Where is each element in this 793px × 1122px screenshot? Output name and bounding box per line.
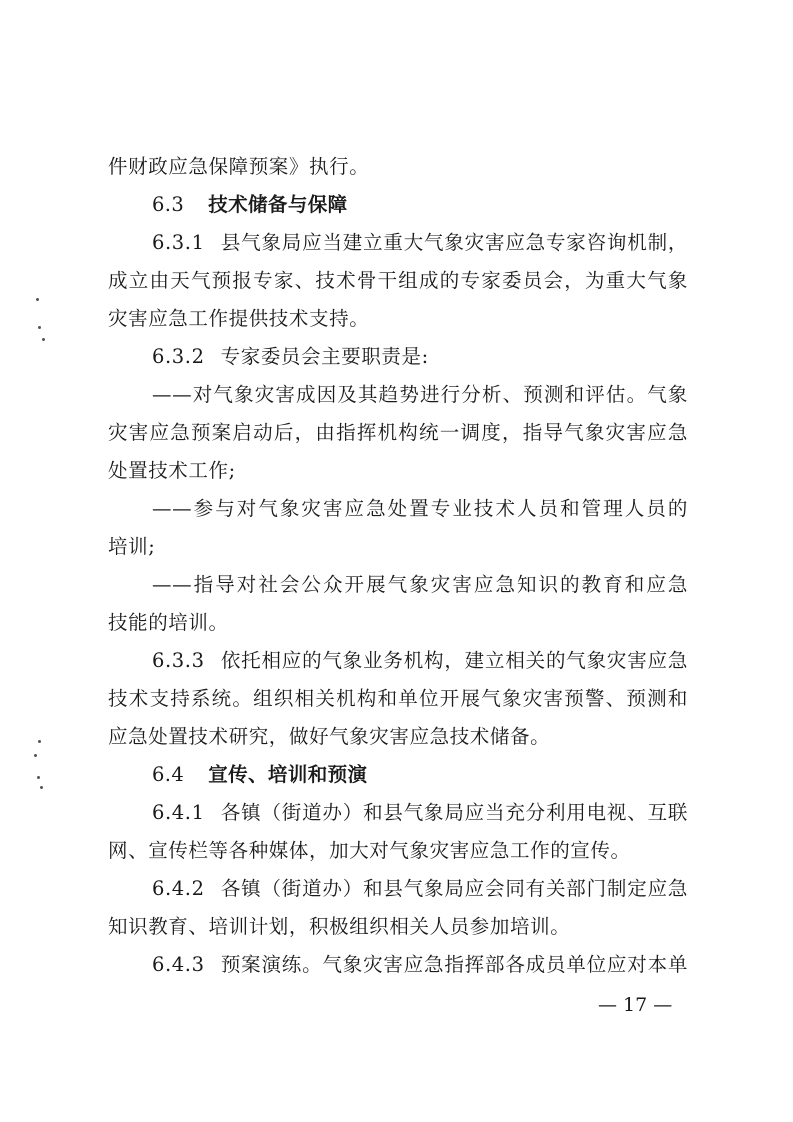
section-title: 宣传、培训和预演 — [208, 763, 368, 786]
text-line — [108, 528, 688, 566]
text-line — [108, 262, 688, 300]
line-text: 县气象局应当建立重大气象灾害应急专家咨询机制， — [220, 231, 688, 254]
section-heading-6-3 — [152, 186, 688, 224]
text-line — [108, 604, 688, 642]
line-text: 技术支持系统。组织相关机构和单位开展气象灾害预警、预测和 — [108, 687, 688, 710]
line-text: 处置技术工作; — [108, 459, 236, 482]
text-line — [152, 376, 688, 414]
text-line — [108, 832, 688, 870]
scan-speck — [37, 776, 40, 779]
page-number: — 17 — — [598, 994, 673, 1016]
scan-speck — [36, 298, 39, 301]
paragraph-number: 6.3.1 — [152, 231, 205, 254]
paragraph-6-3-3 — [152, 642, 688, 680]
line-text: 依托相应的气象业务机构，建立相关的气象灾害应急 — [220, 649, 688, 672]
text-line — [108, 452, 688, 490]
section-title: 技术储备与保障 — [208, 193, 348, 216]
text-line — [108, 680, 688, 718]
paragraph-number: 6.3.3 — [152, 649, 205, 672]
text-line — [108, 414, 688, 452]
section-number: 6.4 — [152, 763, 185, 786]
paragraph-6-3-1 — [152, 224, 688, 262]
paragraph-number: 6.3.2 — [152, 345, 205, 368]
line-text: 专家委员会主要职责是: — [220, 345, 429, 368]
section-heading-6-4 — [152, 756, 688, 794]
line-text: 灾害应急预案启动后，由指挥机构统一调度，指导气象灾害应急 — [108, 421, 688, 444]
scan-speck — [42, 338, 45, 341]
paragraph-number: 6.4.2 — [152, 877, 205, 900]
text-line — [108, 718, 688, 756]
line-text: 培训; — [108, 535, 156, 558]
scan-speck — [40, 786, 43, 789]
paragraph-6-4-3 — [152, 946, 688, 984]
text-line — [152, 490, 688, 528]
line-text: 预案演练。气象灾害应急指挥部各成员单位应对本单 — [220, 953, 688, 976]
line-text: ——指导对社会公众开展气象灾害应急知识的教育和应急 — [152, 573, 688, 596]
paragraph-number: 6.4.3 — [152, 953, 205, 976]
line-text: ——参与对气象灾害应急处置专业技术人员和管理人员的 — [152, 497, 688, 520]
scan-speck — [38, 740, 41, 743]
line-text: 件财政应急保障预案》执行。 — [108, 155, 370, 178]
line-text: 成立由天气预报专家、技术骨干组成的专家委员会，为重大气象 — [108, 269, 688, 292]
paragraph-6-3-2 — [152, 338, 688, 376]
scan-speck — [34, 754, 37, 757]
paragraph-6-4-1 — [152, 794, 688, 832]
text-line — [108, 148, 688, 186]
line-text: 应急处置技术研究，做好气象灾害应急技术储备。 — [108, 725, 551, 748]
line-text: 灾害应急工作提供技术支持。 — [108, 307, 370, 330]
line-text: 网、宣传栏等各种媒体，加大对气象灾害应急工作的宣传。 — [108, 839, 631, 862]
paragraph-6-4-2 — [152, 870, 688, 908]
line-text: 各镇（街道办）和县气象局应会同有关部门制定应急 — [220, 877, 688, 900]
text-line — [152, 566, 688, 604]
line-text: 知识教育、培训计划，积极组织相关人员参加培训。 — [108, 915, 571, 938]
text-line — [108, 300, 688, 338]
text-line — [108, 908, 688, 946]
scan-speck — [38, 326, 41, 329]
line-text: ——对气象灾害成因及其趋势进行分析、预测和评估。气象 — [152, 383, 688, 406]
section-number: 6.3 — [152, 193, 185, 216]
line-text: 技能的培训。 — [108, 611, 229, 634]
line-text: 各镇（街道办）和县气象局应当充分利用电视、互联 — [220, 801, 688, 824]
paragraph-number: 6.4.1 — [152, 801, 205, 824]
